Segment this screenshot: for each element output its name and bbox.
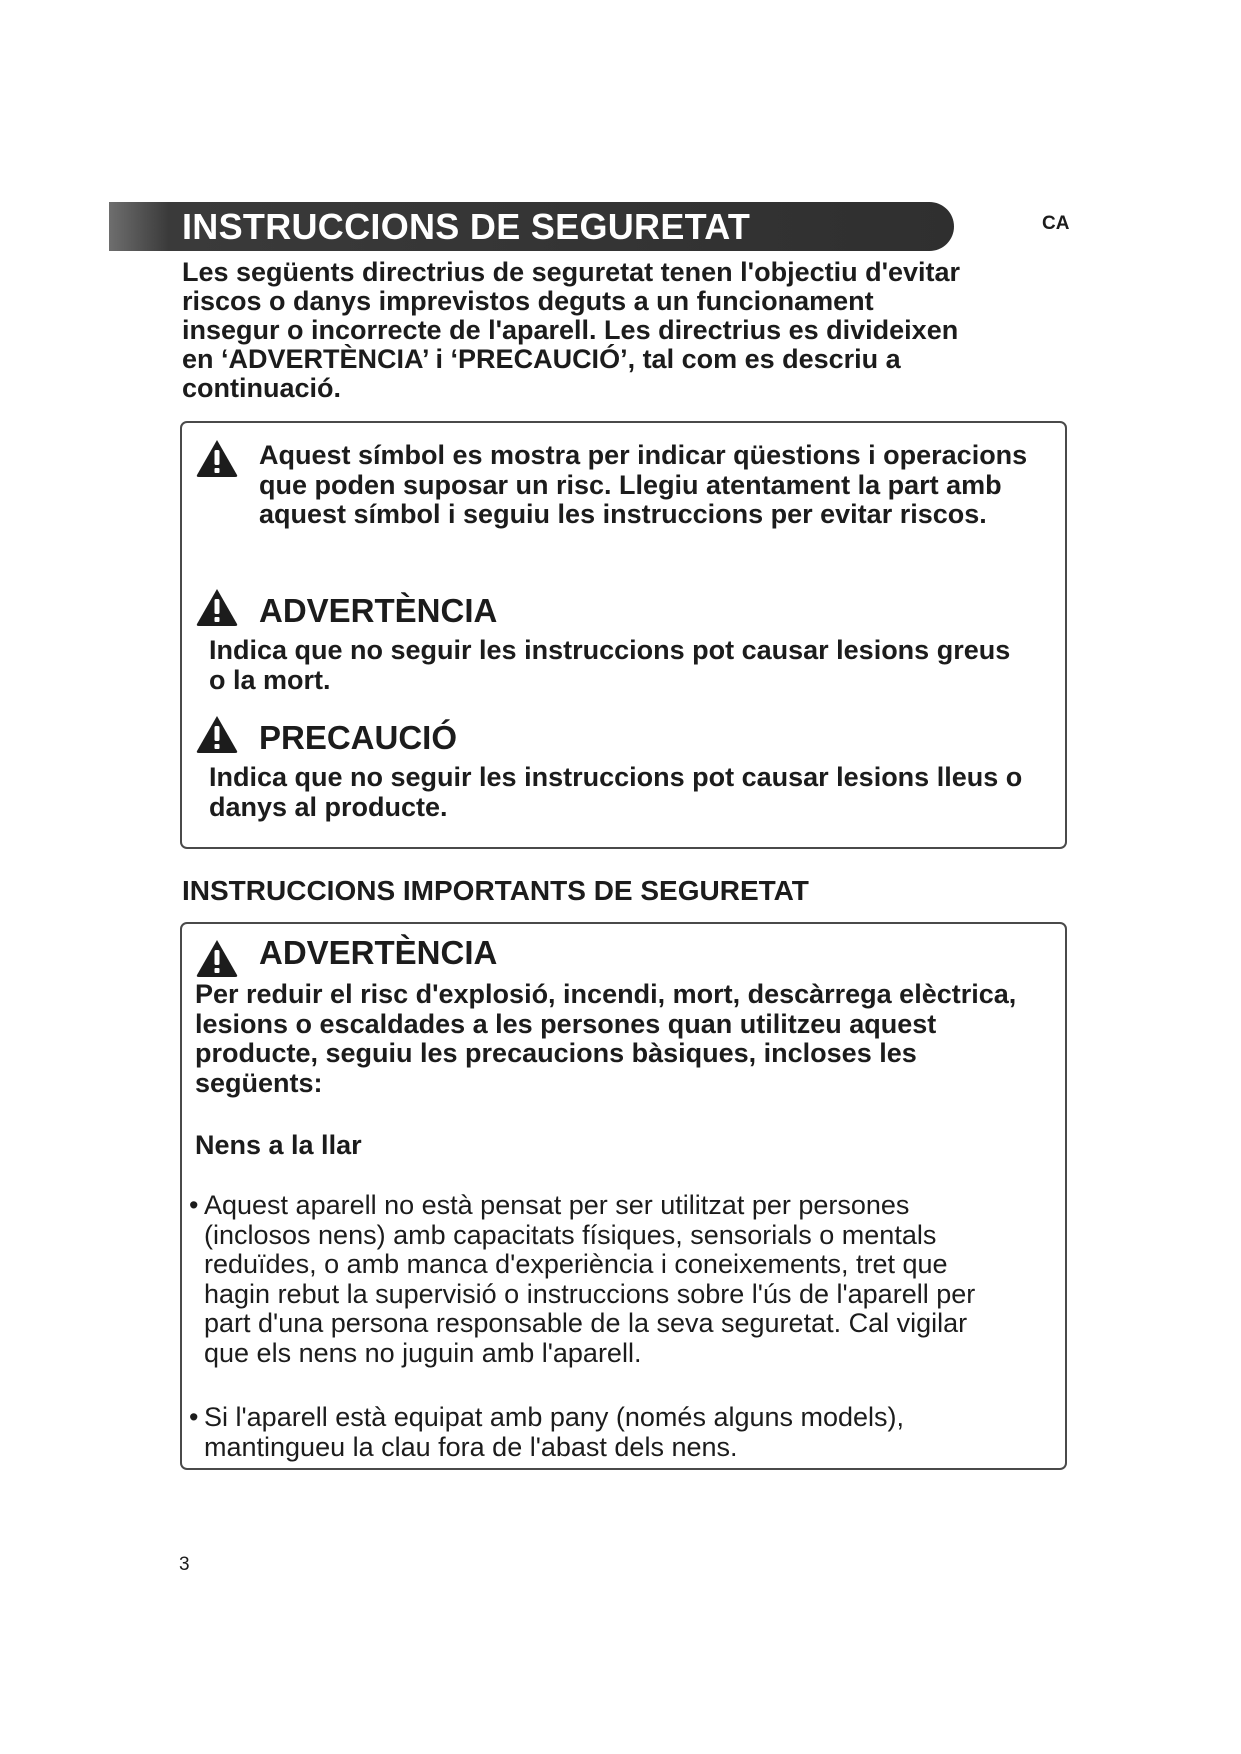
page-number: 3 bbox=[179, 1554, 190, 1575]
bullet-item: Aquest aparell no està pensat per ser utilitzat per persones (inclosos nens) amb capacitats físiques, sensorials o mentals reduïdes, o amb manca d'experiència i coneixements, tret que hagin rebut la supervisió o instruccions sobre l'ús de l'aparell per part d'una persona responsable de la seva seguretat. Cal vigilar que els nens no juguin amb l'aparell. bbox=[204, 1190, 976, 1368]
language-code: CA bbox=[1042, 213, 1070, 234]
page-title: INSTRUCCIONS DE SEGURETAT bbox=[182, 206, 751, 247]
caution-triangle-icon bbox=[195, 714, 239, 754]
warning-triangle-icon bbox=[195, 938, 239, 978]
warning-triangle-icon bbox=[195, 438, 239, 478]
symbol-note: Aquest símbol es mostra per indicar qüestions i operacions que poden suposar un risc. Llegiu atentament la part amb aquest símbol i seguiu les instruccions per evitar riscos. bbox=[259, 440, 1028, 529]
section-title: INSTRUCCIONS IMPORTANTS DE SEGURETAT bbox=[182, 875, 809, 906]
bullet-item: Si l'aparell està equipat amb pany (només alguns models), mantingueu la clau fora de l'abast dels nens. bbox=[204, 1402, 905, 1462]
warning-description: Indica que no seguir les instruccions pot causar lesions greus o la mort. bbox=[209, 635, 1011, 695]
caution-heading: PRECAUCIÓ bbox=[259, 719, 458, 756]
warning-triangle-icon bbox=[195, 587, 239, 627]
bullet-icon: • bbox=[189, 1402, 199, 1432]
caution-description: Indica que no seguir les instruccions pot causar lesions lleus o danys al producte. bbox=[209, 762, 1023, 822]
intro-paragraph: Les següents directrius de seguretat tenen l'objectiu d'evitar riscos o danys imprevistos deguts a un funcionament insegur o incorrecte de l'aparell. Les directrius es divideixen en ‘ADVERTÈNCIA’ i ‘PRECAUCIÓ’, tal com es descriu a continuació. bbox=[182, 257, 961, 403]
warning-heading: ADVERTÈNCIA bbox=[259, 592, 498, 629]
subheading-children: Nens a la llar bbox=[195, 1130, 362, 1160]
important-warning-heading: ADVERTÈNCIA bbox=[259, 934, 498, 971]
bullet-icon: • bbox=[189, 1190, 199, 1220]
important-warning-text: Per reduir el risc d'explosió, incendi, mort, descàrrega elèctrica, lesions o escaldades a les persones quan utilitzeu aquest producte, seguiu les precaucions bàsiques, incloses les següents: bbox=[195, 979, 1017, 1098]
